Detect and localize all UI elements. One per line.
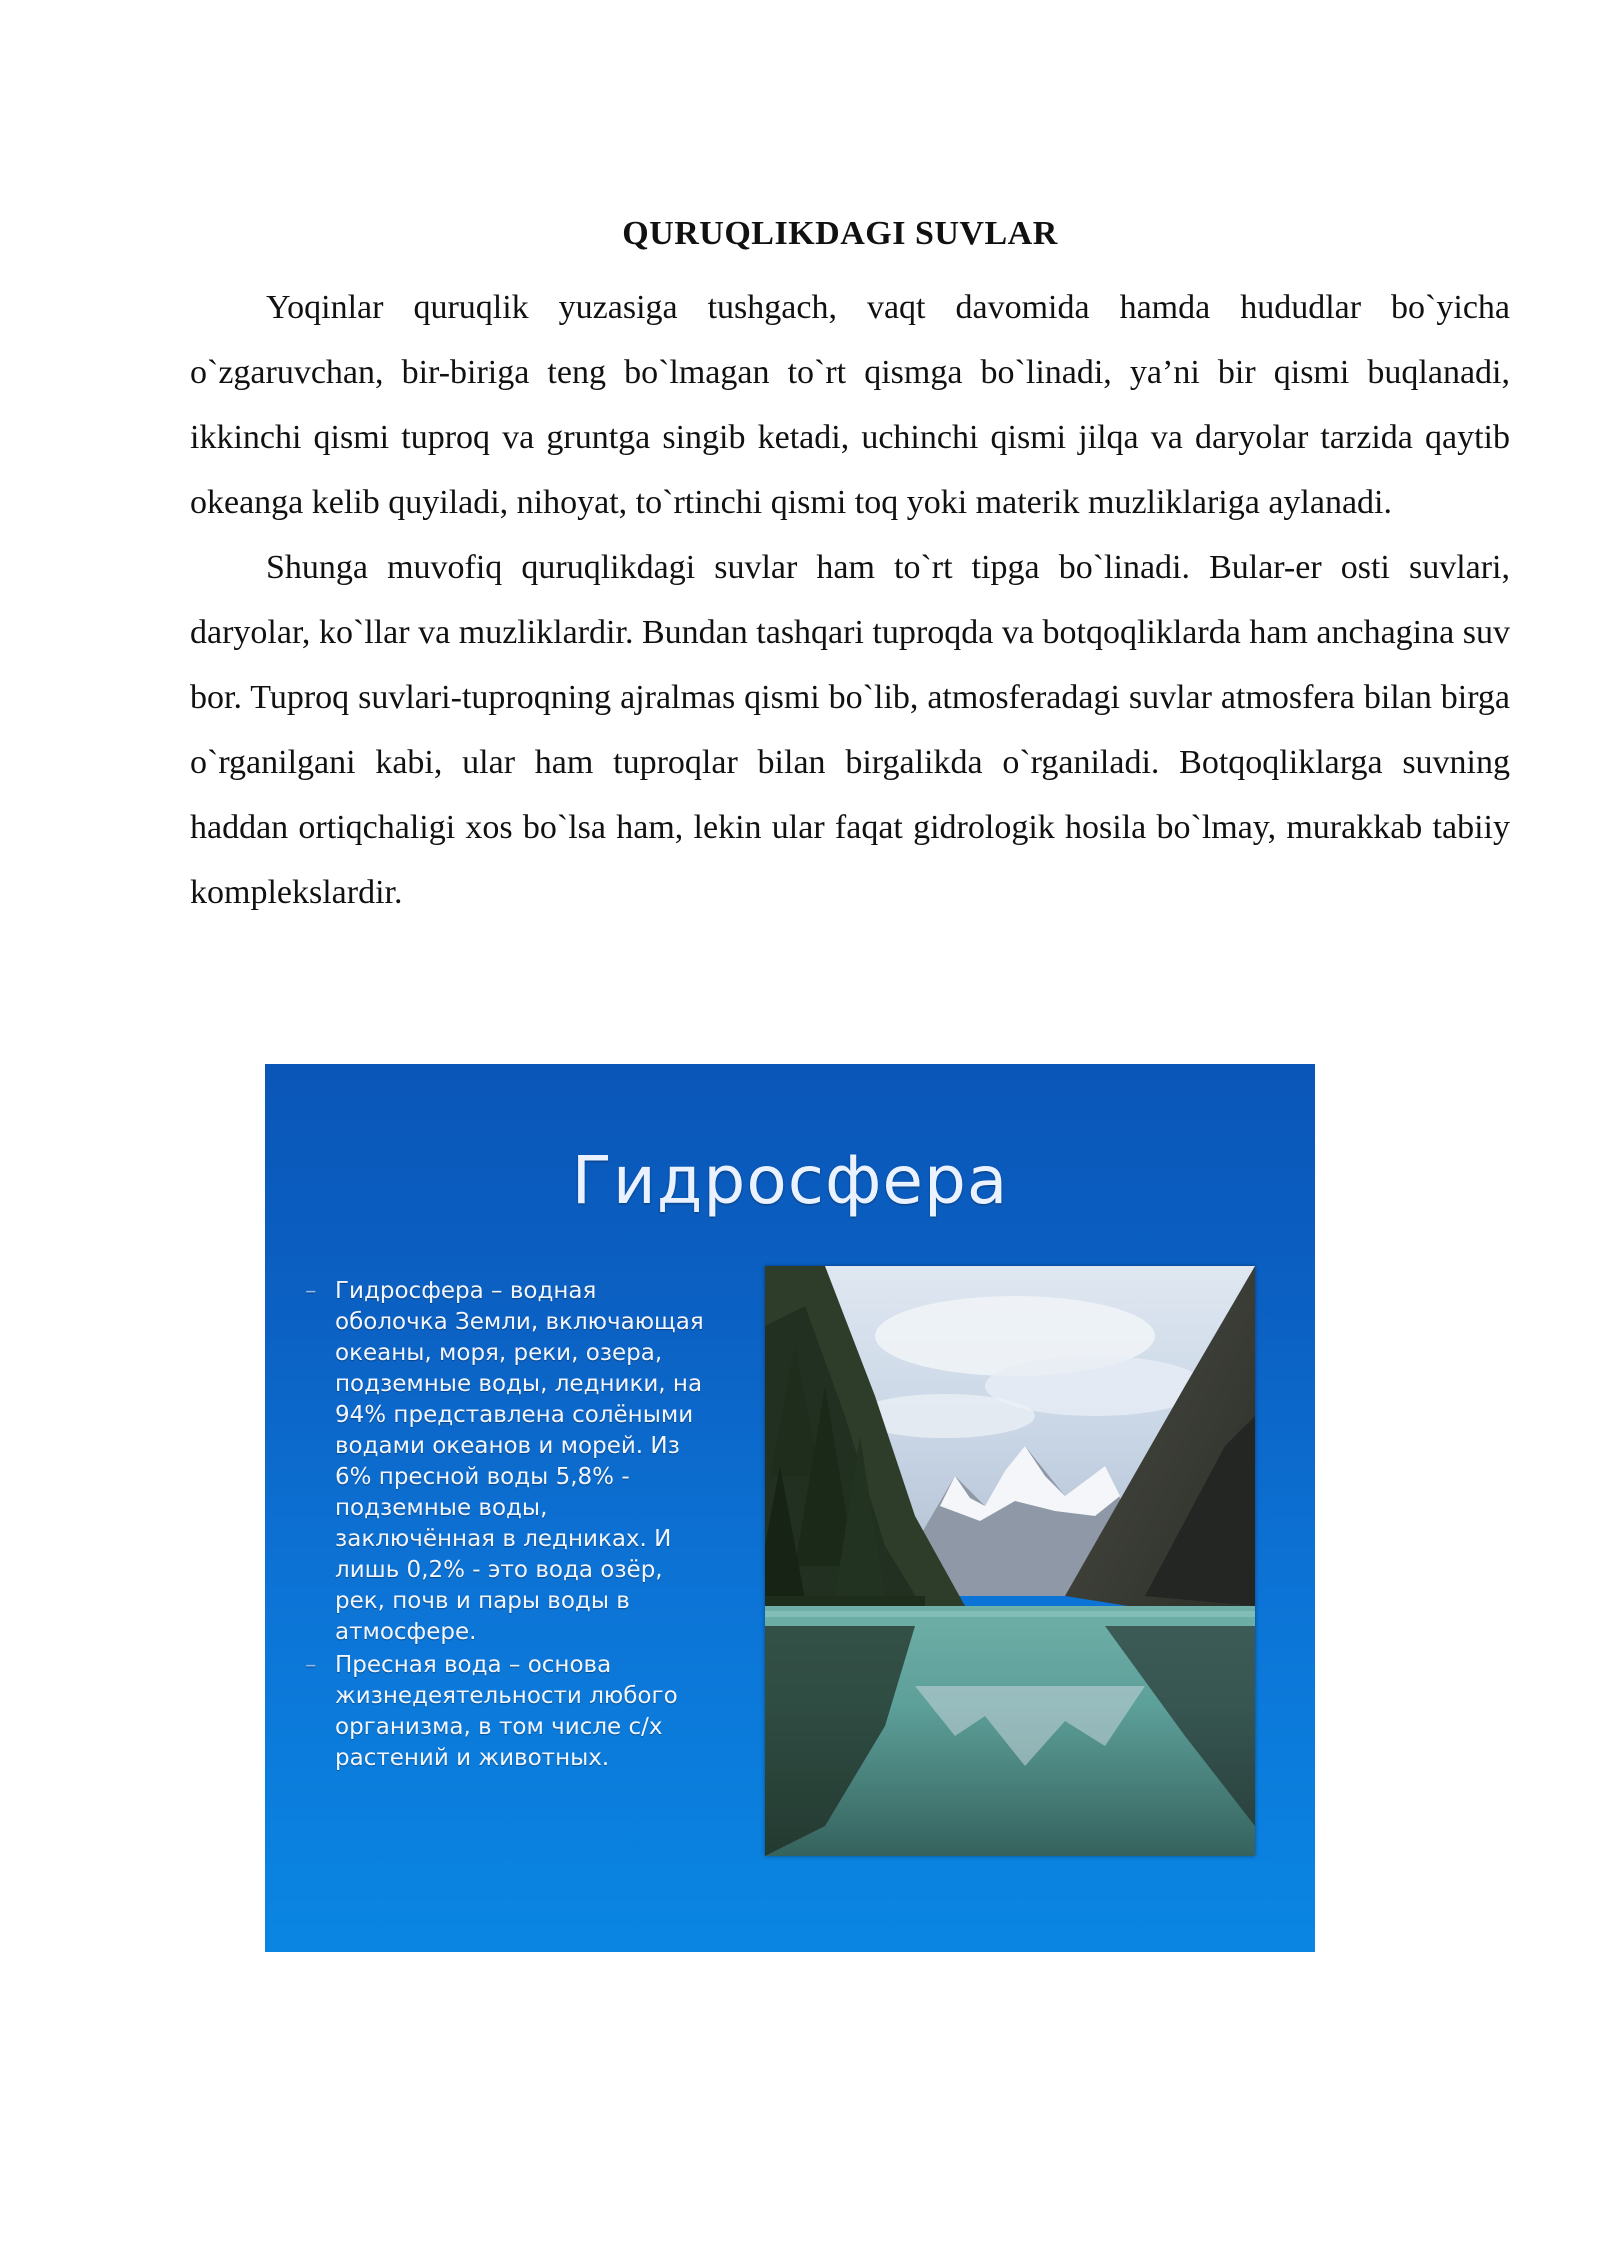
- paragraph-2: Shunga muvofiq quruqlikdagi suvlar ham to`rt tipga bo`linadi. Bular-er osti suvlari, daryolar, ko`llar va muzliklardir. Bundan tashqari tuproqda va botqoqliklarda ham anchagina suv bor. Tuproq suvlari-tuproqning ajralmas qismi bo`lib, atmosferadagi suvlar atmosfera bilan birga o`rganilgani kabi, ular ham tuproqlar bilan birgalikda o`rganiladi. Botqoqliklarga suvning haddan ortiqchaligi xos bo`lsa ham, lekin ular faqat gidrologik hosila bo`lmay, murakkab tabiiy komplekslardir.: [190, 549, 1510, 911]
- slide-bullet-list: [305, 1276, 705, 1776]
- hydrosphere-slide-image: [265, 1064, 1315, 1952]
- slide-title: Гидросфера: [571, 1142, 1009, 1219]
- document-body: [190, 275, 1510, 925]
- paragraph-1: Yoqinlar quruqlik yuzasiga tushgach, vaqt davomida hamda hududlar bo`yicha o`zgaruvchan, bir-biriga teng bo`lmagan to`rt qismga bo`linadi, ya’ni bir qismi buqlanadi, ikkinchi qismi tuproq va gruntga singib ketadi, uchinchi qismi jilqa va daryolar tarzida qaytib okeanga kelib quyiladi, nihoyat, to`rtinchi qismi toq yoki materik muzliklariga aylanadi.: [190, 289, 1510, 521]
- mountain-lake-photo-icon: [765, 1266, 1255, 1856]
- slide-bullet-2: – Пресная вода – основа жизнедеятельности любого организма, в том числе с/х растений и животных.: [305, 1650, 705, 1774]
- document-title: QURUQLIKDAGI SUVLAR: [622, 215, 1058, 252]
- mountain-lake-illustration: [765, 1266, 1255, 1856]
- slide-bullet-1: – Гидросфера – водная оболочка Земли, включающая океаны, моря, реки, озера, подземные воды, ледники, на 94% представлена солёными водами океанов и морей. Из 6% пресной воды 5,8% - подземные воды, заключённая в ледниках. И лишь 0,2% - это вода озёр, рек, почв и пары воды в атмосфере.: [305, 1276, 705, 1648]
